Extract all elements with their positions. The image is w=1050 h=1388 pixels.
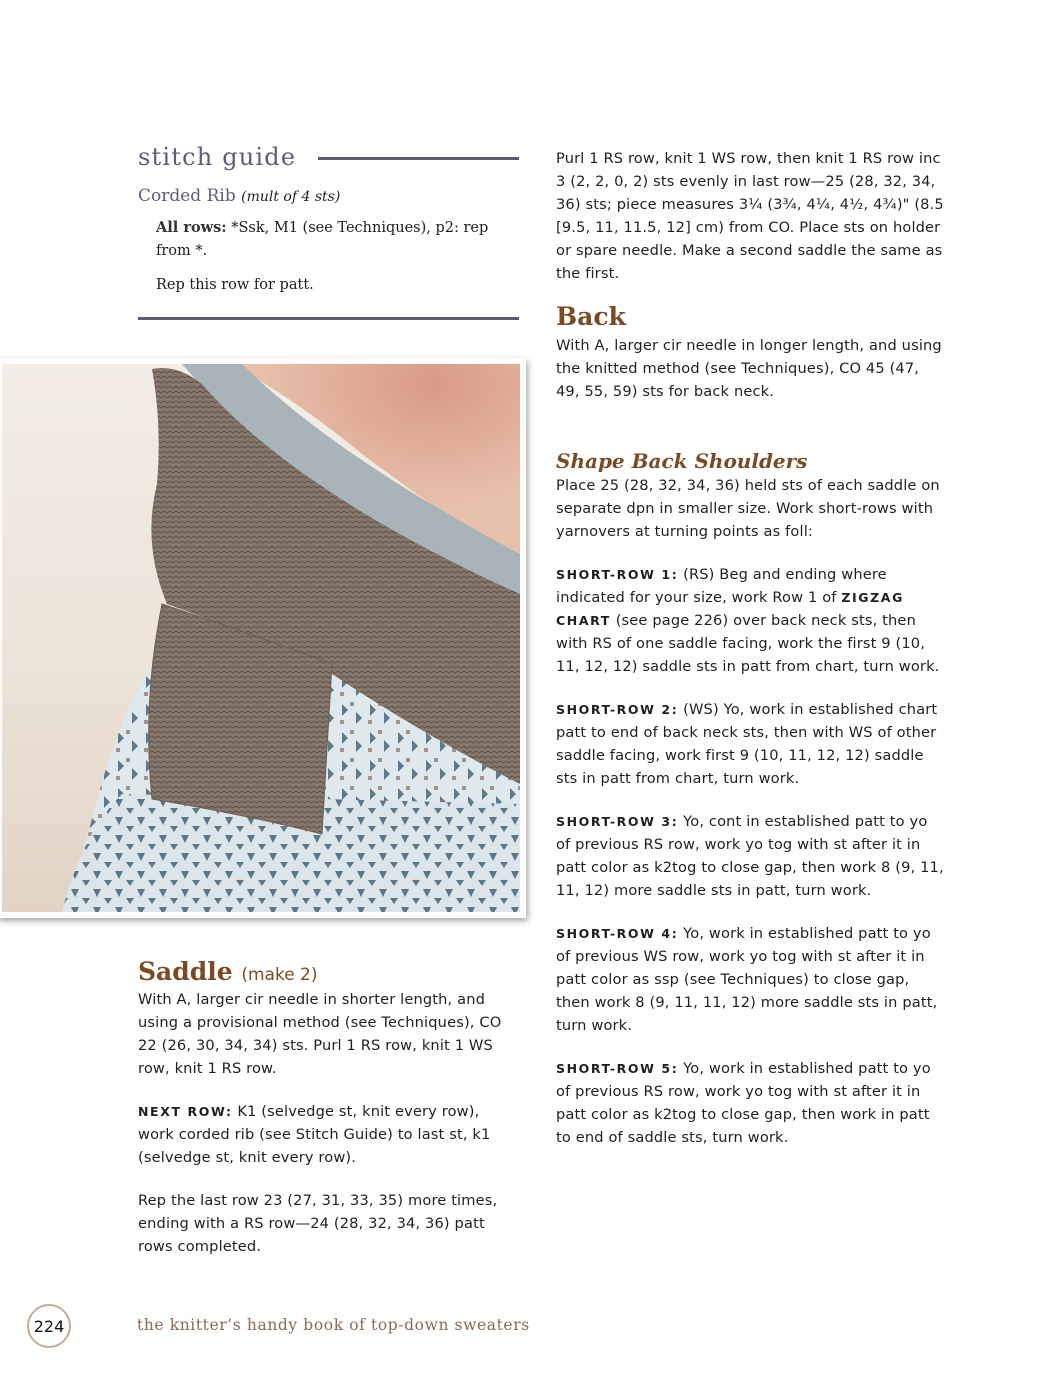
short-row-4-label: SHORT-ROW 4: <box>556 926 679 941</box>
stitch-guide-top-rule <box>318 157 519 160</box>
stitch-name: Corded Rib <box>138 186 236 206</box>
short-row-3-text: Yo, cont in established patt to yo of previous RS row, work yo tog with st after it in patt color as k2tog to close gap, then work 8 (9, 11, 11, 12) more saddle sts in patt, turn work. <box>556 813 944 899</box>
saddle-heading <box>138 957 318 986</box>
short-row-5-label: SHORT-ROW 5: <box>556 1061 679 1076</box>
short-row-4-text: Yo, work in established patt to yo of previous WS row, work yo tog with st after it in patt color as ssp (see Techniques) to close gap, then work 8 (9, 11, 11, 12) more saddle sts in patt, turn work. <box>556 925 938 1034</box>
stitch-guide-subtitle <box>138 186 340 206</box>
short-row-1-text-after: (see page 226) over back neck sts, then with RS of one saddle facing, work the first 9 (10, 11, 12, 12) saddle sts in patt from chart, turn work. <box>556 612 940 675</box>
short-row-4 <box>556 922 944 1037</box>
sweater-photo <box>2 364 520 912</box>
sweater-photo-illustration <box>2 364 520 912</box>
stitch-guide-repeat: Rep this row for patt. <box>156 277 314 293</box>
short-row-1-label: SHORT-ROW 1: <box>556 567 679 582</box>
short-row-2-text: (WS) Yo, work in established chart patt to end of back neck sts, then with WS of other saddle facing, work first 9 (10, 11, 12, 12) saddle sts in patt from chart, turn work. <box>556 701 938 787</box>
stitch-guide-all-rows <box>156 216 516 263</box>
stitch-guide-bottom-rule <box>138 317 519 320</box>
saddle-repeat: Rep the last row 23 (27, 31, 33, 35) more times, ending with a RS row—24 (28, 32, 34, 36) patt rows completed. <box>138 1192 498 1255</box>
short-row-5-text: Yo, work in established patt to yo of previous RS row, work yo tog with st after it in patt color as k2tog to close gap, then work in patt to end of saddle sts, turn work. <box>556 1060 931 1146</box>
saddle-heading-note: (make 2) <box>241 965 318 985</box>
saddle-next-row <box>138 1100 513 1169</box>
short-row-2-label: SHORT-ROW 2: <box>556 702 679 717</box>
shape-back-shoulders-intro: Place 25 (28, 32, 34, 36) held sts of each saddle on separate dpn in smaller size. Work short-rows with yarnovers at turning points as foll: <box>556 477 940 540</box>
short-row-3-label: SHORT-ROW 3: <box>556 814 679 829</box>
short-row-2 <box>556 698 944 790</box>
sweater-photo-frame <box>0 358 526 918</box>
shape-back-shoulders-body <box>556 474 944 1149</box>
stitch-multiple: (mult of 4 sts) <box>241 189 341 205</box>
saddle-continued: Purl 1 RS row, knit 1 WS row, then knit 1 RS row inc 3 (2, 2, 0, 2) sts evenly in last row—25 (28, 32, 34, 36) sts; piece measures 3¼ (3¾, 4¼, 4½, 4¾)" (8.5 [9.5, 11, 11.5, 12] cm) from CO. Place sts on holder or spare needle. Make a second saddle the same as the first. <box>556 150 944 282</box>
short-row-3 <box>556 810 944 902</box>
saddle-intro: With A, larger cir needle in shorter length, and using a provisional method (see Techniques), CO 22 (26, 30, 34, 34) sts. Purl 1 RS row, knit 1 WS row, knit 1 RS row. <box>138 991 502 1077</box>
short-row-5 <box>556 1057 944 1149</box>
short-row-1-text-before: (RS) Beg and ending where indicated for your size, work Row 1 of <box>556 566 887 606</box>
all-rows-label: All rows: <box>156 219 227 236</box>
stitch-guide-title: stitch guide <box>138 143 297 171</box>
saddle-body <box>138 988 513 1258</box>
page-number: 224 <box>27 1304 71 1348</box>
next-row-label: NEXT ROW: <box>138 1104 233 1119</box>
all-rows-text: *Ssk, M1 (see Techniques), p2: rep from *. <box>156 220 489 259</box>
saddle-heading-text: Saddle <box>138 957 233 986</box>
shape-back-shoulders-heading: Shape Back Shoulders <box>556 449 808 473</box>
zigzag-chart-label: ZIGZAG CHART <box>556 590 904 628</box>
running-footer-book-title: the knitter’s handy book of top-down sweaters <box>137 1316 530 1334</box>
back-heading: Back <box>556 302 626 331</box>
next-row-text: K1 (selvedge st, knit every row), work corded rib (see Stitch Guide) to last st, k1 (selvedge st, knit every row). <box>138 1103 491 1166</box>
short-row-1 <box>556 563 944 678</box>
back-body: With A, larger cir needle in longer length, and using the knitted method (see Techniques), CO 45 (47, 49, 55, 59) sts for back neck. <box>556 337 942 400</box>
